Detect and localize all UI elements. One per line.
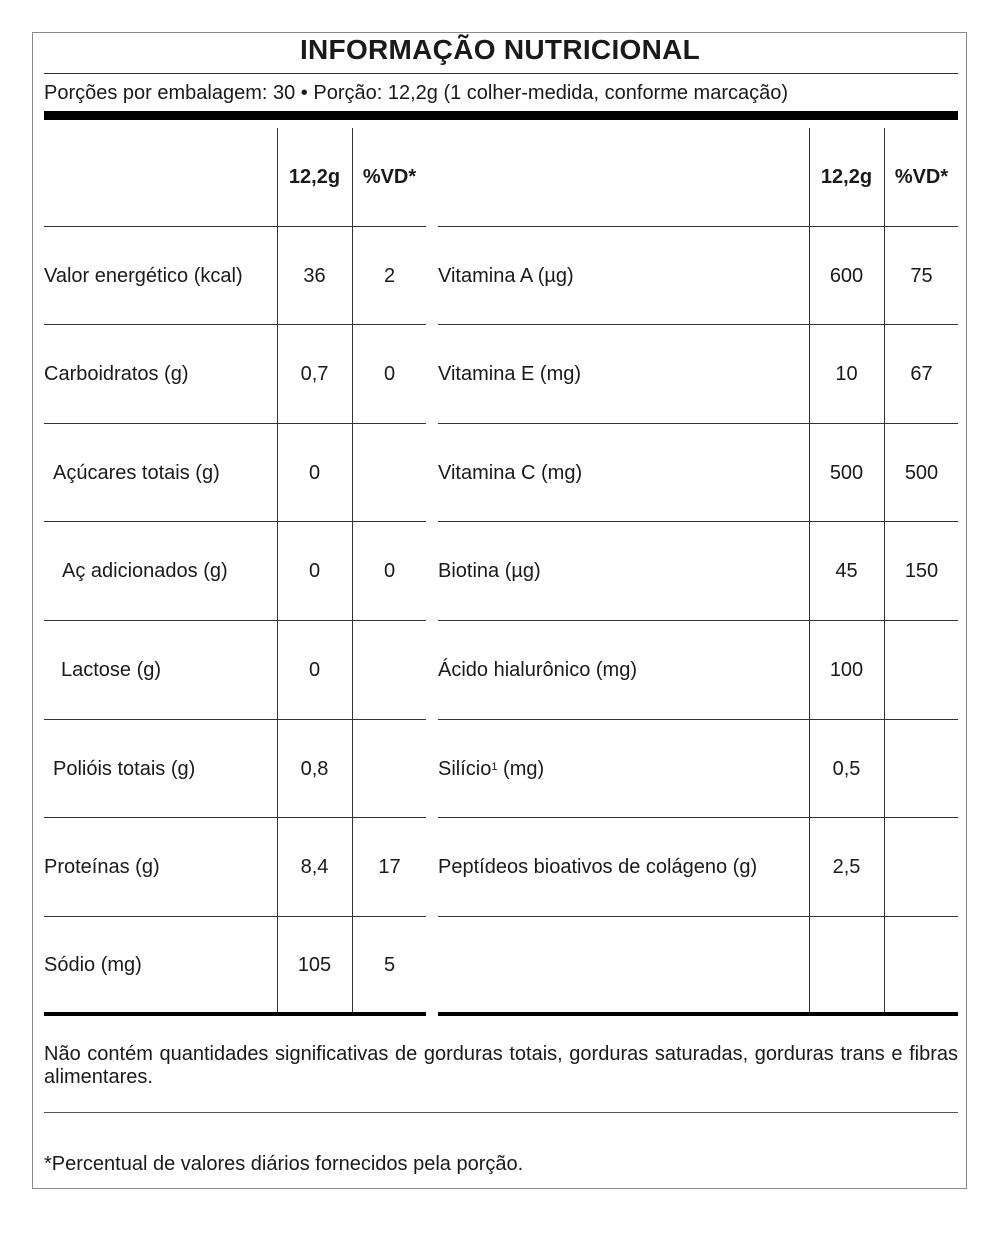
left-row-label: Valor energético (kcal) [44, 264, 243, 287]
right-row-dv: 150 [904, 559, 939, 582]
left-row-dv: 0 [383, 362, 396, 385]
left-row-amount: 36 [303, 264, 326, 287]
right-header-dv: %VD* [894, 165, 949, 188]
left-row-dv: 17 [378, 855, 401, 878]
silicio-unit: (mg) [497, 757, 545, 780]
left-row-dv [352, 621, 427, 719]
left-row-dv [352, 424, 427, 522]
thick-divider-top [44, 111, 958, 120]
right-row-dv [884, 621, 959, 719]
left-row-label: Sódio (mg) [44, 953, 142, 976]
right-row-amount: 600 [829, 264, 864, 287]
left-row-amount: 105 [297, 953, 332, 976]
right-row-amount: 10 [835, 362, 858, 385]
left-row-amount: 0 [308, 559, 321, 582]
footnote-daily-values: *Percentual de valores diários fornecidos pela porção. [44, 1153, 524, 1175]
right-row-amount: 500 [829, 461, 864, 484]
left-header-amount: 12,2g [288, 165, 341, 188]
footnote-marker: 1 [491, 761, 498, 773]
right-row-dv [884, 916, 959, 1014]
right-row-amount: 100 [829, 658, 864, 681]
right-header-amount: 12,2g [820, 165, 873, 188]
right-row-label: Vitamina E (mg) [438, 362, 582, 385]
left-row-label: Açúcares totais (g) [53, 461, 220, 484]
title-divider [44, 73, 958, 74]
right-row-dv [884, 720, 959, 818]
right-row-label: Biotina (µg) [438, 559, 541, 582]
left-row-label: Polióis totais (g) [53, 757, 196, 780]
left-row-dv: 0 [383, 559, 396, 582]
left-row-dv: 5 [383, 953, 396, 976]
right-row-label [438, 720, 544, 818]
right-row-label: Vitamina A (µg) [438, 264, 574, 287]
left-row-label: Lactose (g) [61, 658, 162, 681]
right-row-dv: 500 [904, 461, 939, 484]
right-row-label: Peptídeos bioativos de colágeno (g) [438, 855, 758, 878]
right-row-dv: 67 [910, 362, 933, 385]
right-row-dv [884, 818, 959, 916]
footnote-divider [44, 1112, 958, 1113]
left-row-dv: 2 [383, 264, 396, 287]
left-row-label: Aç adicionados (g) [62, 559, 228, 582]
right-row-label: Ácido hialurônico (mg) [438, 658, 637, 681]
right-row-amount [809, 916, 884, 1014]
left-row-dv [352, 720, 427, 818]
left-header-dv: %VD* [362, 165, 417, 188]
left-row-amount: 8,4 [300, 855, 329, 878]
right-row-amount: 2,5 [832, 855, 861, 878]
silicio-label: Silício [438, 757, 492, 780]
footnote-not-significant: Não contém quantidades significativas de gorduras totais, gorduras saturadas, gorduras trans e fibras alimentares. [44, 1043, 958, 1088]
left-row-amount: 0,8 [300, 757, 329, 780]
right-row-amount: 0,5 [832, 757, 861, 780]
right-row-label: Vitamina C (mg) [438, 461, 583, 484]
label-title: INFORMAÇÃO NUTRICIONAL [299, 34, 701, 65]
left-row-label: Carboidratos (g) [44, 362, 189, 385]
right-row-dv: 75 [910, 264, 933, 287]
right-row-amount: 45 [835, 559, 858, 582]
left-row-label: Proteínas (g) [44, 855, 160, 878]
left-row-amount: 0 [308, 658, 321, 681]
left-row-amount: 0,7 [300, 362, 329, 385]
left-row-amount: 0 [308, 461, 321, 484]
serving-info: Porções por embalagem: 30 • Porção: 12,2g (1 colher-medida, conforme marcação) [44, 82, 789, 104]
